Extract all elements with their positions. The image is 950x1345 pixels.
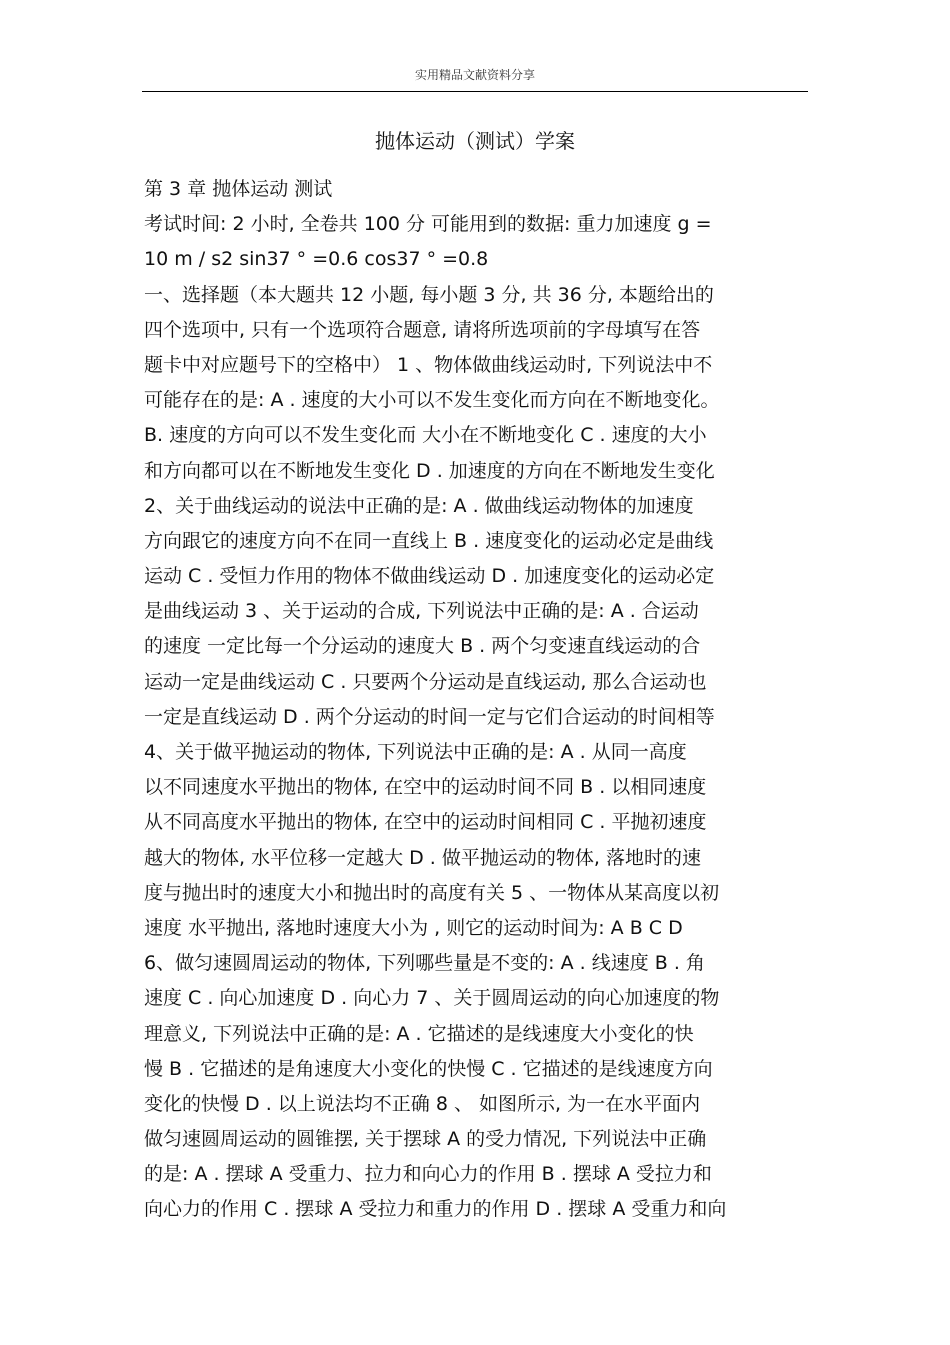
body-line: 是曲线运动 3 、关于运动的合成, 下列说法中正确的是: A . 合运动 <box>144 600 699 623</box>
body-line: 越大的物体, 水平位移一定越大 D . 做平抛运动的物体, 落地时的速 <box>144 846 701 869</box>
body-line: 度与抛出时的速度大小和抛出时的高度有关 5 、一物体从某高度以初 <box>144 881 720 904</box>
body-line: B. 速度的方向可以不发生变化而 大小在不断地变化 C . 速度的大小 <box>144 424 707 447</box>
body-line: 10 m / s2 sin37 ° =0.6 cos37 ° =0.8 <box>144 248 489 271</box>
body-line: 理意义, 下列说法中正确的是: A . 它描述的是线速度大小变化的快 <box>144 1022 694 1045</box>
body-line: 变化的快慢 D . 以上说法均不正确 8 、 如图所示, 为一在水平面内 <box>144 1092 701 1115</box>
body-line: 考试时间: 2 小时, 全卷共 100 分 可能用到的数据: 重力加速度 g = <box>144 213 712 236</box>
body-line: 的速度 一定比每一个分运动的速度大 B . 两个匀变速直线运动的合 <box>144 635 701 658</box>
document-body <box>144 172 814 1228</box>
body-line: 2、关于曲线运动的说法中正确的是: A . 做曲线运动物体的加速度 <box>144 494 694 517</box>
header-divider <box>142 91 808 92</box>
body-line: 的是: A . 摆球 A 受重力、拉力和向心力的作用 B . 摆球 A 受拉力和 <box>144 1163 712 1186</box>
body-line: 四个选项中, 只有一个选项符合题意, 请将所选项前的字母填写在答 <box>144 318 701 341</box>
body-line: 运动 C . 受恒力作用的物体不做曲线运动 D . 加速度变化的运动必定 <box>144 565 715 588</box>
body-line: 以不同速度水平抛出的物体, 在空中的运动时间不同 B . 以相同速度 <box>144 776 707 799</box>
body-line: 慢 B . 它描述的是角速度大小变化的快慢 C . 它描述的是线速度方向 <box>144 1057 713 1080</box>
body-line: 第 3 章 抛体运动 测试 <box>144 178 333 200</box>
body-line: 速度 水平抛出, 落地时速度大小为 , 则它的运动时间为: A B C D <box>144 916 683 939</box>
body-line: 6、做匀速圆周运动的物体, 下列哪些量是不变的: A . 线速度 B . 角 <box>144 952 705 975</box>
body-line: 4、关于做平抛运动的物体, 下列说法中正确的是: A . 从同一高度 <box>144 741 687 763</box>
body-line: 速度 C . 向心加速度 D . 向心力 7 、关于圆周运动的向心加速度的物 <box>144 987 720 1010</box>
page-header: 实用精品文献资料分享 <box>414 68 535 82</box>
body-line: 从不同高度水平抛出的物体, 在空中的运动时间相同 C . 平抛初速度 <box>144 811 707 834</box>
body-line: 可能存在的是: A . 速度的大小可以不发生变化而方向在不断地变化。 <box>144 389 720 412</box>
body-line: 方向跟它的速度方向不在同一直线上 B . 速度变化的运动必定是曲线 <box>144 529 714 552</box>
body-line: 运动一定是曲线运动 C . 只要两个分运动是直线运动, 那么合运动也 <box>144 670 707 693</box>
body-line: 做匀速圆周运动的圆锥摆, 关于摆球 A 的受力情况, 下列说法中正确 <box>144 1128 707 1151</box>
body-line: 一、选择题（本大题共 12 小题, 每小题 3 分, 共 36 分, 本题给出的 <box>144 283 714 306</box>
body-line: 和方向都可以在不断地发生变化 D . 加速度的方向在不断地发生变化 <box>144 459 715 482</box>
body-line: 题卡中对应题号下的空格中） 1 、物体做曲线运动时, 下列说法中不 <box>144 353 713 376</box>
body-line: 一定是直线运动 D . 两个分运动的时间一定与它们合运动的时间相等 <box>144 705 715 728</box>
document-title: 抛体运动（测试）学案 <box>375 129 575 153</box>
body-line: 向心力的作用 C . 摆球 A 受拉力和重力的作用 D . 摆球 A 受重力和向 <box>144 1198 727 1221</box>
